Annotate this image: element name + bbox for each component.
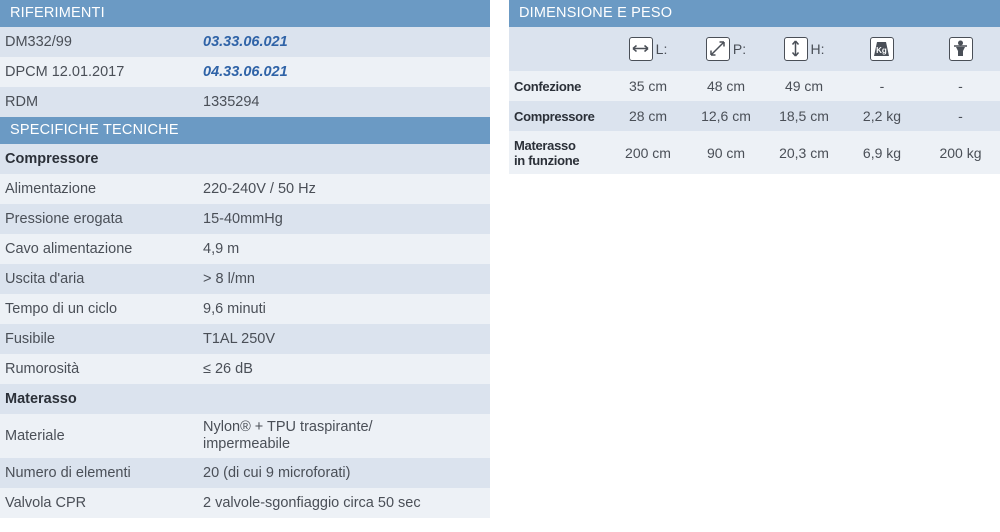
spec-label: Valvola CPR	[5, 495, 87, 511]
spec-label: Pressione erogata	[5, 211, 123, 227]
technical-sheet-left	[0, 0, 490, 518]
depth-column-header	[687, 37, 765, 61]
cell-max-load: -	[958, 78, 963, 94]
spec-label: Fusibile	[5, 331, 55, 347]
cell-depth: 12,6 cm	[701, 108, 751, 124]
spec-value: T1AL 250V	[203, 331, 276, 347]
spec-value: > 8 l/mn	[203, 271, 255, 287]
spec-label: Tempo di un ciclo	[5, 301, 118, 317]
spec-label: Rumorosità	[5, 361, 80, 377]
dimension-weight-panel	[509, 0, 1000, 174]
dimension-row-compressore	[509, 101, 1000, 131]
spec-value: ≤ 26 dB	[203, 361, 253, 377]
spec-value-line: impermeabile	[203, 436, 291, 452]
ref-row-dm	[0, 27, 490, 57]
spec-row	[0, 354, 490, 384]
row-label: Compressore	[514, 108, 595, 124]
cell-height: 49 cm	[784, 78, 824, 94]
spec-value: 9,6 minuti	[203, 301, 266, 317]
kg-icon-text: Kg	[876, 46, 887, 55]
cell-length: 35 cm	[628, 78, 668, 94]
row-label-line: in funzione	[514, 152, 580, 168]
cell-length: 28 cm	[628, 108, 668, 124]
spec-row	[0, 414, 490, 458]
height-label: H:	[810, 41, 825, 57]
depth-label: P:	[732, 41, 747, 57]
spec-row	[0, 458, 490, 488]
row-label	[509, 138, 609, 168]
spec-row	[0, 174, 490, 204]
spec-label: Materiale	[5, 428, 65, 444]
spec-row	[0, 204, 490, 234]
ref-label: RDM	[5, 94, 39, 110]
dimension-row-materasso	[509, 131, 1000, 174]
spec-label: Numero di elementi	[5, 465, 131, 481]
ref-row-rdm	[0, 87, 490, 117]
spec-value: 15-40mmHg	[203, 211, 283, 227]
materasso-section-title: Materasso	[0, 384, 490, 414]
weight-column-header	[843, 37, 921, 61]
ref-value: 1335294	[203, 94, 260, 110]
cell-weight: 6,9 kg	[862, 144, 902, 161]
compressore-section-title: Compressore	[0, 144, 490, 174]
cell-max-load: -	[958, 108, 963, 124]
ref-label: DPCM 12.01.2017	[5, 64, 125, 80]
row-label-line: Materasso	[514, 137, 576, 153]
height-arrows-icon	[784, 37, 808, 61]
cell-weight: -	[879, 78, 885, 94]
width-arrows-icon	[629, 37, 653, 61]
spec-row	[0, 294, 490, 324]
spec-label: Uscita d'aria	[5, 271, 85, 287]
ref-label: DM332/99	[5, 34, 72, 50]
dimension-table	[509, 27, 1000, 174]
person-load-icon	[949, 37, 973, 61]
riferimenti-header: RIFERIMENTI	[0, 0, 490, 27]
spec-value: 4,9 m	[203, 241, 240, 257]
spec-label: Cavo alimentazione	[5, 241, 133, 257]
spec-label: Alimentazione	[5, 181, 97, 197]
dimension-icons-row	[509, 27, 1000, 71]
width-label: L:	[655, 41, 668, 57]
spec-row	[0, 324, 490, 354]
spec-value	[200, 419, 490, 453]
cell-max-load: 200 kg	[939, 144, 982, 161]
kg-weight-icon	[870, 37, 894, 61]
spec-row	[0, 264, 490, 294]
spec-value: 20 (di cui 9 microforati)	[203, 465, 351, 481]
spec-row	[0, 488, 490, 518]
cell-length: 200 cm	[625, 144, 671, 161]
row-label: Confezione	[514, 78, 582, 94]
spec-value: 2 valvole-sgonfiaggio circa 50 sec	[203, 495, 421, 511]
spec-value: 220-240V / 50 Hz	[203, 181, 316, 197]
ref-value: 03.33.06.021	[203, 34, 288, 50]
ref-value: 04.33.06.021	[203, 64, 288, 80]
cell-depth: 48 cm	[706, 78, 746, 94]
cell-height: 20,3 cm	[779, 144, 829, 161]
width-column-header	[609, 37, 687, 61]
cell-height: 18,5 cm	[779, 108, 829, 124]
spec-value-line: Nylon® + TPU traspirante/	[203, 419, 373, 435]
dimensione-header: DIMENSIONE E PESO	[509, 0, 1000, 27]
ref-row-dpcm	[0, 57, 490, 87]
cell-depth: 90 cm	[706, 144, 746, 161]
cell-weight: 2,2 kg	[862, 108, 902, 124]
dimension-row-confezione	[509, 71, 1000, 101]
specifiche-header: SPECIFICHE TECNICHE	[0, 117, 490, 144]
max-load-column-header	[921, 37, 1000, 61]
spec-row	[0, 234, 490, 264]
depth-diagonal-icon	[706, 37, 730, 61]
height-column-header	[765, 37, 843, 61]
